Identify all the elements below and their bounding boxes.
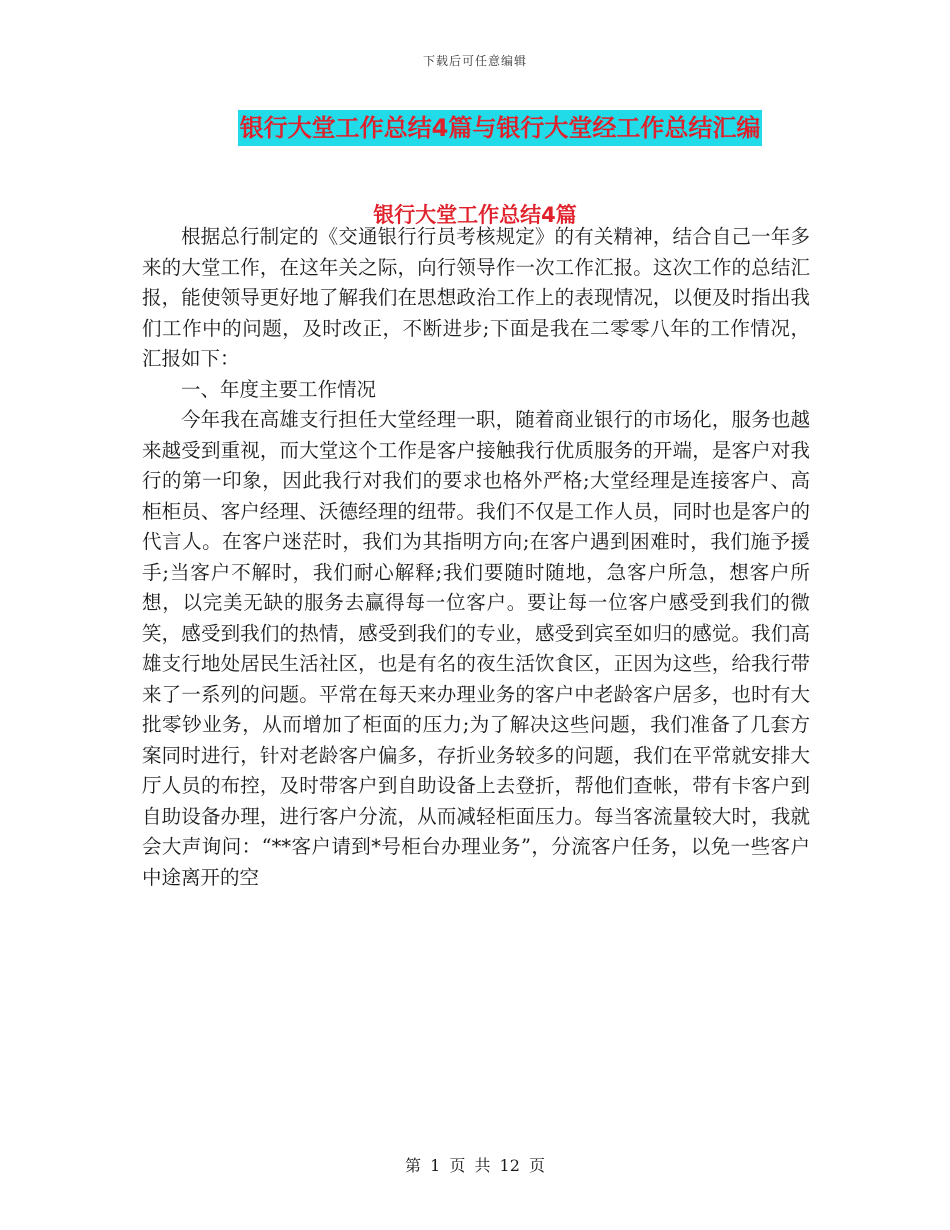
- document-title-wrapper: [0, 110, 950, 146]
- header-note: 下载后可任意编辑: [422, 54, 527, 68]
- paragraph-work-details: 今年我在高雄支行担任大堂经理一职，随着商业银行的市场化，服务也越来越受到重视，而大堂这个工作是客户接触我行优质服务的开端，是客户对我行的第一印象，因此我行对我们的要求也格外严格;大堂经理是连接客户、高柜柜员、客户经理、沃德经理的纽带。我们不仅是工作人员，同时也是客户的代言人。在客户迷茫时，我们为其指明方向;在客户遇到困难时，我们施予援手;当客户不解时，我们耐心解释;我们要随时随地，急客户所急，想客户所想，以完美无缺的服务去赢得每一位客户。要让每一位客户感受到我们的微笑，感受到我们的热情，感受到我们的专业，感受到宾至如归的感觉。我们高雄支行地处居民生活社区，也是有名的夜生活饮食区，正因为这些，给我行带来了一系列的问题。平常在每天来办理业务的客户中老龄客户居多，也时有大批零钞业务，从而增加了柜面的压力;为了解决这些问题，我们准备了几套方案同时进行，针对老龄客户偏多，存折业务较多的问题，我们在平常就安排大厅人员的布控，及时带客户到自助设备上去登折，帮他们查帐，带有卡客户到自助设备办理，进行客户分流，从而减轻柜面压力。每当客流量较大时，我就会大声询问：“**客户请到*号柜台办理业务”，分流客户任务，以免一些客户中途离开的空: [142, 408, 810, 889]
- document-title: 银行大堂工作总结4篇与银行大堂经工作总结汇编: [238, 110, 763, 146]
- paragraph-intro: 根据总行制定的《交通银行行员考核规定》的有关精神，结合自己一年多来的大堂工作，在这年关之际，向行领导作一次工作汇报。这次工作的总结汇报，能使领导更好地了解我们在思想政治工作上的表现情况，以便及时指出我们工作中的问题，及时改正，不断进步;下面是我在二零零八年的工作情况，汇报如下：: [142, 225, 810, 370]
- page-number: 第 1 页 共 12 页: [405, 1156, 545, 1175]
- document-body: [142, 222, 810, 893]
- paragraph-heading-1: 一、年度主要工作情况: [181, 377, 377, 401]
- section-title: 银行大堂工作总结4篇: [373, 203, 577, 227]
